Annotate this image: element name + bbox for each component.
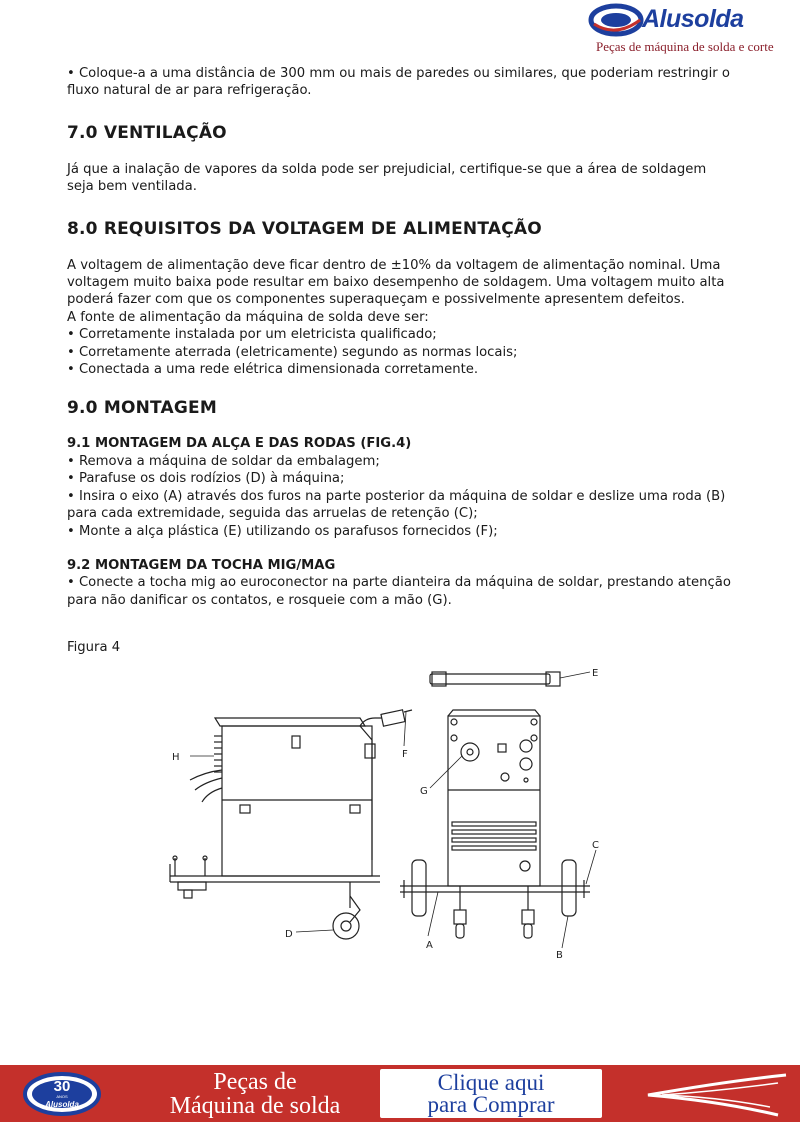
front-view-machine (400, 672, 590, 938)
section-ventilacao-title: 7.0 VENTILAÇÃO (67, 122, 227, 143)
list-item: • Monte a alça plástica (E) utilizando os parafusos fornecidos (F); (67, 523, 498, 539)
brand-tagline: Peças de máquina de solda e corte (596, 39, 774, 54)
callout-d: D (285, 929, 293, 940)
brand-name: Alusolda (642, 5, 744, 33)
callouts (190, 672, 596, 948)
vent-slots (452, 822, 536, 850)
buy-button-line2: para Comprar (427, 1092, 555, 1117)
list-item: • Remova a máquina de soldar da embalagem; (67, 453, 380, 469)
buy-button-line1: Clique aqui (437, 1070, 545, 1095)
section-montagem-title: 9.0 MONTAGEM (67, 398, 217, 419)
subsection-9-2-title: 9.2 MONTAGEM DA TOCHA MIG/MAG (67, 557, 336, 573)
list-item: • Corretamente instalada por um eletricista qualificado; (67, 327, 437, 343)
section-voltagem-body: A voltagem de alimentação deve ficar dentro de ±10% da voltagem de alimentação nominal. Uma voltagem muito baixa pode resultar em baixo desempenho de soldagem. Uma voltagem muito alta poderá fazer com que os componentes superaqueçam e possivelmente apresentem defeitos. (67, 257, 725, 308)
handle-ribs (214, 736, 222, 772)
subsection-9-2-body: • Conecte a tocha mig ao euroconector na parte dianteira da máquina de soldar, prestando atenção para não danificar os contatos, e rosqueie com a mão (G). (67, 575, 731, 608)
footer-title-line2: Máquina de solda (169, 1093, 341, 1119)
badge-brand: Alusolda (45, 1100, 79, 1109)
section-voltagem-title: 8.0 REQUISITOS DA VOLTAGEM DE ALIMENTAÇÃO (67, 218, 542, 239)
list-item: • Insira o eixo (A) através dos furos na parte posterior da máquina de soldar e deslize uma roda (B) para cada extremidade, seguida das arruelas de retenção (C); (67, 488, 726, 522)
callout-f: F (402, 749, 408, 760)
subsection-9-1-title: 9.1 MONTAGEM DA ALÇA E DAS RODAS (FIG.4) (67, 436, 412, 452)
assembly-diagram (150, 660, 630, 970)
side-view-machine (170, 710, 412, 939)
figure-label: Figura 4 (67, 640, 121, 655)
callout-e: E (592, 668, 599, 679)
badge-number: 30 (53, 1078, 71, 1095)
footer-banner (0, 1065, 800, 1122)
arrow-left-icon (638, 1071, 788, 1117)
footer-title (135, 1070, 375, 1118)
section-ventilacao-body: Já que a inalação de vapores da solda pode ser prejudicial, certifique-se que a área de soldagem seja bem ventilada. (67, 161, 707, 195)
list-item: • Conectada a uma rede elétrica dimensionada corretamente. (67, 362, 479, 378)
callout-h: H (172, 752, 180, 763)
list-item: • Parafuse os dois rodízios (D) à máquina; (67, 471, 345, 487)
callout-b: B (556, 950, 563, 961)
document-body (67, 65, 732, 609)
anniversary-badge-icon (22, 1071, 102, 1117)
callout-g: G (420, 786, 428, 797)
callout-c: C (592, 840, 599, 851)
list-item: • Corretamente aterrada (eletricamente) segundo as normas locais; (67, 344, 518, 360)
intro-bullet: • Coloque-a a uma distância de 300 mm ou mais de paredes ou similares, que poderiam restringir o fluxo natural de ar para refrigeração. (67, 66, 730, 99)
badge-sub: ANOS (56, 1094, 68, 1099)
callout-a: A (426, 940, 433, 951)
section-voltagem-intro: A fonte de alimentação da máquina de solda deve ser: (67, 309, 429, 325)
footer-title-line1: Peças de (213, 1069, 297, 1095)
buy-button[interactable] (380, 1069, 602, 1118)
